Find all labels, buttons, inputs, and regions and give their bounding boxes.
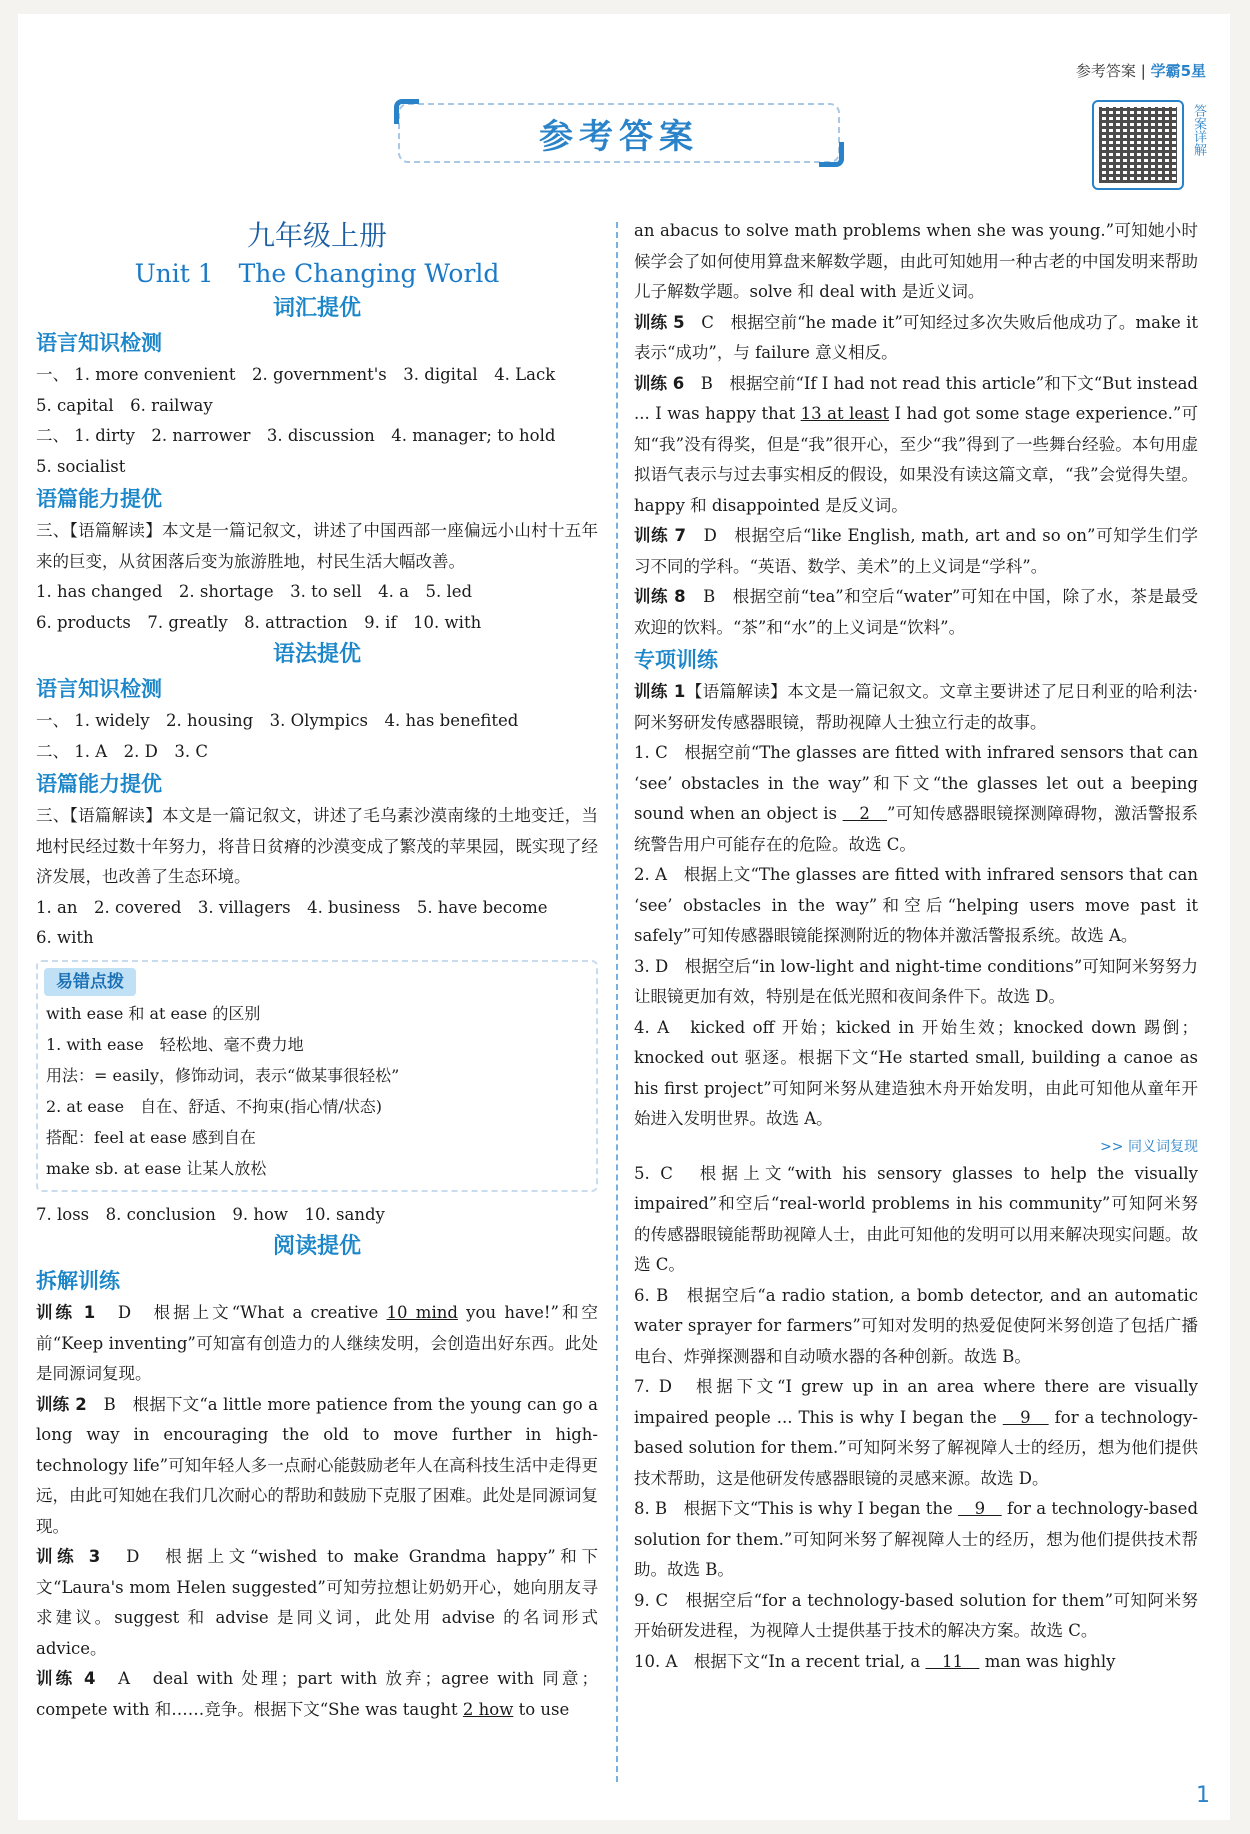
underlined-text: 9 [958, 1499, 1002, 1518]
training-label: 训练 2 [36, 1394, 87, 1414]
answer-item [634, 1647, 1198, 1678]
training-label: 训练 3 [36, 1547, 101, 1566]
answer-line: 6. products 7. greatly 8. attraction 9. if 10. with [36, 612, 482, 632]
training-text: to use [513, 1699, 570, 1719]
training-item [634, 369, 1198, 522]
subsection-language-check: 语言知识检测 [36, 331, 162, 355]
unit-title: Unit 1 The Changing World [134, 259, 500, 288]
answer-line: 一、 1. more convenient 2. government's 3. digital 4. Lack [36, 365, 556, 384]
subsection-breakdown: 拆解训练 [36, 1269, 120, 1293]
training-item [36, 1390, 598, 1543]
training-item [36, 1542, 598, 1664]
training-item [36, 1298, 598, 1390]
passage-summary: 三、【语篇解读】本文是一篇记叙文，讲述了毛乌素沙漠南缘的土地变迁，当地村民经过数十年努力，将昔日贫瘠的沙漠变成了繁茂的苹果园，既实现了经济发展，也改善了生态环境。 [36, 806, 598, 886]
answer-item: 5. C 根据上文“with his sensory glasses to help the visually impaired”和空后“real-world problems in his community”可知阿米努的传感器眼镜能帮助视障人士，由此可知他的发明可以用来解决现实问题。故选 C。 [634, 1163, 1198, 1274]
training-text: B 根据空前“If I had not read this article”和下文“But instead ... I was happy that [634, 373, 1198, 423]
qr-code-icon [1099, 107, 1177, 183]
training-label: 训练 1 [634, 682, 686, 701]
training-label: 训练 5 [634, 312, 685, 332]
answer-item: 4. A kicked off 开始；kicked in 开始生效；knocked down 踢倒；knocked out 驱逐。根据下文“He started small, building a canoe as his first project”可知阿米努从建造独木舟开始发明，由此可知他从童年开始进入发明世界。故选 A。 [634, 1017, 1198, 1128]
subsection-discourse: 语篇能力提优 [36, 772, 162, 796]
training-text: A deal with 处理；part with 放弃；agree with 同意；compete with 和……竞争。根据下文“She was taught [36, 1669, 598, 1719]
subsection-special-training: 专项训练 [634, 648, 718, 672]
answer-text: for a technology-based solution for them.”可知阿米努了解视障人士的经历，想为他们提供技术帮助。故选 B。 [634, 1499, 1199, 1579]
training-text: you have!”和空前“Keep inventing”可知富有创造力的人继续发明，会创造出好东西。此处是同源词复现。 [36, 1303, 598, 1383]
answer-item: 2. A 根据上文“The glasses are fitted with infrared sensors that can ‘see’ obstacles in the way”和空后“helping users move past it safely”可知传感器眼镜能探测附近的物体并激活警报系统。故选 A。 [634, 865, 1198, 945]
passage-summary: 三、【语篇解读】本文是一篇记叙文，讲述了中国西部一座偏远小山村十五年来的巨变，从贫困落后变为旅游胜地，村民生活大幅改善。 [36, 521, 598, 571]
answer-line: 7. loss 8. conclusion 9. how 10. sandy [36, 1204, 385, 1224]
section-reading: 阅读提优 [272, 1234, 361, 1259]
training-item [36, 1664, 598, 1725]
answer-line: 二、 1. A 2. D 3. C [36, 741, 208, 761]
answer-item [634, 1372, 1198, 1494]
training-text: D 根据上文“wished to make Grandma happy”和下文“Laura's mom Helen suggested”可知劳拉想让奶奶开心，她向朋友寻求建议。suggest 和 advise 是同义词，此处用 advise 的名词形式 advice。 [36, 1547, 598, 1658]
section-grammar: 语法提优 [272, 642, 361, 667]
answer-text: ”可知传感器眼镜探测障碍物，激活警报系统警告用户可能存在的危险。故选 C。 [634, 804, 1199, 854]
page-title: 参考答案 [539, 116, 699, 157]
training-text: C 根据空前“he made it”可知经过多次失败后他成功了。make it 表示“成功”，与 failure 意义相反。 [634, 312, 1198, 362]
answer-line: 5. socialist [36, 456, 126, 476]
answer-text: man was highly [979, 1651, 1116, 1671]
training-label: 训练 7 [634, 526, 686, 545]
synonym-review-link[interactable]: >> 同义词复现 [1100, 1138, 1198, 1155]
training-label: 训练 4 [36, 1669, 96, 1688]
answer-text: 7. D 根据下文“I grew up in an area where there are visually impaired people ... This is why I began the [634, 1377, 1198, 1427]
tip-line: 2. at ease 自在、舒适、不拘束(指心情/状态) [46, 1096, 382, 1116]
answer-line: 5. capital 6. railway [36, 395, 213, 415]
training-text: I had got some stage experience.”可知“我”没有得奖，但是“我”很开心，至少“我”得到了一些舞台经验。本句用虚拟语气表示与过去事实相反的假设，如果没有读这篇文章，“我”会觉得失望。happy 和 disappointed 是反义词。 [634, 404, 1198, 515]
answer-item: 6. B 根据空后“a radio station, a bomb detector, and an automatic water sprayer for farmers”可知对发明的热爱促使阿米努创造了包括广播电台、炸弹探测器和自动喷水器的各种创新。故选 B。 [634, 1285, 1198, 1366]
tip-line: 1. with ease 轻松地、毫不费力地 [46, 1034, 304, 1054]
training-text: D 根据上文“What a creative [95, 1303, 387, 1322]
answer-text: 8. B 根据下文“This is why I began the [634, 1499, 959, 1518]
answer-line: 6. with [36, 928, 94, 947]
answer-line: 1. an 2. covered 3. villagers 4. business 5. have become [36, 897, 548, 917]
training-label: 训练 8 [634, 587, 686, 606]
header [1076, 60, 1206, 81]
training-text: B 根据下文“a little more patience from the young can go a long way in encouraging the old to move further in high-technology life”可知年轻人多一点耐心能鼓励老年人在高科技生活中走得更远，由此可知她在我们几次耐心的帮助和鼓励下克服了困难。此处是同源词复现。 [36, 1394, 598, 1536]
answer-text: 1. C 根据空前“The glasses are fitted with infrared sensors that can ‘see’ obstacles in the way”和下文“the glasses let out a beeping sound when an object is [634, 743, 1198, 823]
grade-title: 九年级上册 [246, 219, 387, 252]
section-vocabulary: 词汇提优 [272, 296, 361, 321]
training-text: B 根据空前“tea”和空后“water”可知在中国，除了水，茶是最受欢迎的饮料。“茶”和“水”的上义词是“饮料”。 [634, 587, 1198, 637]
tip-box [36, 960, 598, 1192]
tip-line: make sb. at ease 让某人放松 [46, 1158, 267, 1178]
underlined-text: 2 [842, 804, 888, 823]
title-banner [398, 103, 840, 163]
subsection-discourse: 语篇能力提优 [36, 487, 162, 511]
answer-text: for a technology-based solution for them.”可知阿米努了解视障人士的经历，想为他们提供技术帮助，这是他研发传感器眼镜的灵感来源。故选 D。 [634, 1407, 1198, 1488]
answer-item [634, 1494, 1198, 1586]
training-label: 训练 1 [36, 1303, 96, 1322]
training-text: 【语篇解读】本文是一篇记叙文。文章主要讲述了尼日利亚的哈利法·阿米努研发传感器眼镜，帮助视障人士独立行走的故事。 [634, 682, 1198, 732]
answer-item [634, 738, 1198, 860]
training-item [634, 582, 1198, 643]
qr-code[interactable] [1092, 100, 1184, 190]
training-text: D 根据空后“like English, math, art and so on”可知学生们学习不同的学科。“英语、数学、美术”的上义词是“学科”。 [634, 526, 1198, 576]
answer-line: 二、 1. dirty 2. narrower 3. discussion 4. manager; to hold [36, 426, 556, 445]
answer-item: 3. D 根据空后“in low-light and night-time conditions”可知阿米努努力让眼镜更加有效，特别是在低光照和夜间条件下。故选 D。 [634, 956, 1198, 1006]
training-item [634, 308, 1198, 369]
answer-item: 9. C 根据空后“for a technology-based solution for them”可知阿米努开始研发进程，为视障人士提供基于技术的解决方案。故选 C。 [634, 1590, 1198, 1640]
continued-text: an abacus to solve math problems when she was young.”可知她小时候学会了如何使用算盘来解数学题，由此可知她用一种古老的中国发明来帮助儿子解数学题。solve 和 deal with 是近义词。 [634, 221, 1198, 301]
training-label: 训练 6 [634, 373, 685, 393]
underlined-text: 2 how [462, 1699, 514, 1719]
underlined-text: 11 [925, 1651, 980, 1671]
tip-line: 搭配：feel at ease 感到自在 [46, 1127, 256, 1147]
training-item [634, 521, 1198, 582]
answer-text: 10. A 根据下文“In a recent trial, a [634, 1651, 926, 1671]
answer-line: 1. has changed 2. shortage 3. to sell 4. a 5. led [36, 582, 473, 601]
answer-line: 一、 1. widely 2. housing 3. Olympics 4. has benefited [36, 711, 519, 730]
underlined-text: 10 mind [386, 1303, 458, 1322]
underlined-text: 13 at least [800, 404, 890, 423]
tip-tag: 易错点拨 [44, 968, 136, 996]
tip-line: 用法：= easily，修饰动词，表示“做某事很轻松” [46, 1065, 400, 1085]
header-divider: | [1140, 62, 1146, 80]
training-item [634, 677, 1198, 738]
tip-line: with ease 和 at ease 的区别 [46, 1003, 261, 1023]
right-column [634, 216, 1198, 1677]
qr-label: 答案详解 [1191, 104, 1206, 156]
page-number: 1 [1196, 1783, 1210, 1808]
brand-logo: 学霸5星 [1150, 62, 1206, 80]
column-divider [616, 222, 618, 1782]
subsection-language-check: 语言知识检测 [36, 677, 162, 701]
header-label: 参考答案 [1075, 62, 1136, 80]
underlined-text: 9 [1002, 1407, 1049, 1427]
left-column [36, 216, 598, 1725]
